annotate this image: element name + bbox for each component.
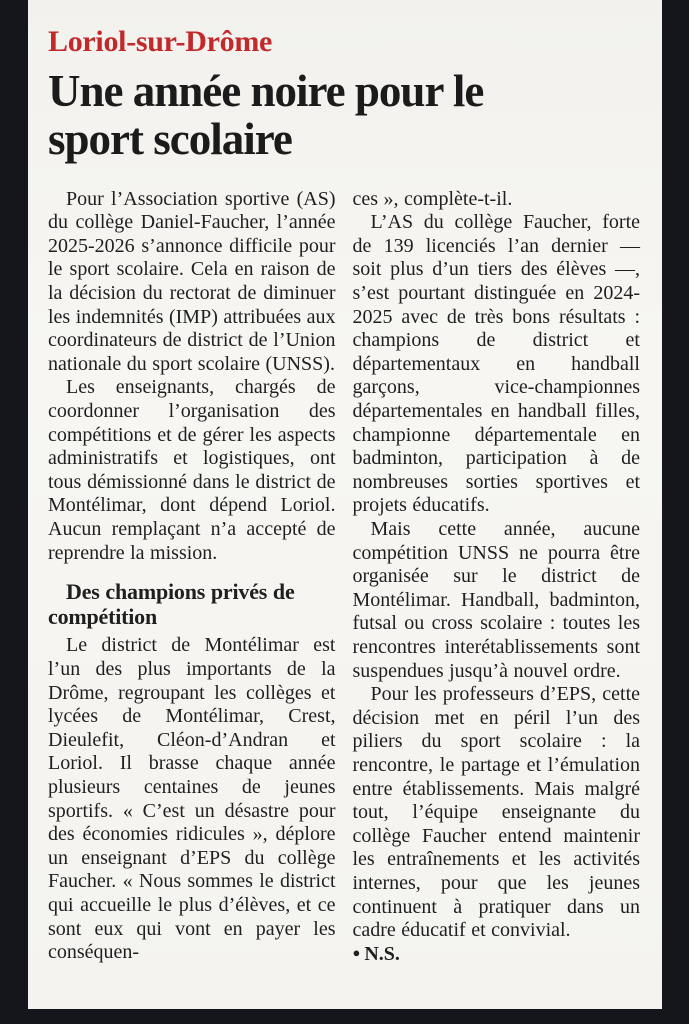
scan-margin-bottom [0, 1009, 689, 1024]
headline: Une année noire pour le sport scolaire [48, 65, 484, 165]
byline [353, 943, 641, 967]
article-columns [48, 188, 640, 967]
section-subhead: Des champions privés de compétition [48, 579, 295, 629]
paragraph: Pour l’Association sportive (AS) du collège Daniel-Faucher, l’année 2025-2026 s’annonce difficile pour le sport scolaire. Cela en raison de la décision du rectorat de diminuer les indemnités (IMP) attribuées aux coordinateurs de district de l’Union nationale du sport scolaire (UNSS). [48, 187, 336, 375]
paragraph: Pour les professeurs d’EPS, cette décision met en péril l’un des piliers du sport scolaire : la rencontre, le partage et l’émulation entre établissements. Mais malgré tout, l’équipe enseignante du collège Faucher entend maintenir les entraînements et les activités internes, pour que les jeunes continuent à pratiquer dans un cadre éducatif et convivial. [352, 683, 640, 942]
byline-bullet-icon: ● [352, 944, 361, 960]
paragraph: Mais cette année, aucune compétition UNSS ne pourra être organisée sur le district de Montélimar. Handball, badminton, futsal ou cross scolaire : toutes les rencontres interétablissements sont suspendues jusqu’à nouvel ordre. [352, 518, 640, 682]
paragraph: Le district de Montélimar est l’un des plus importants de la Drôme, regroupant les collèges et lycées de Montélimar, Crest, Dieulefit, Cléon-d’Andran et Loriol. Il brasse chaque année plusieurs centaines de jeunes sportifs. « C’est un désastre pour des économies ridicules », déplore un enseignant d’EPS du collège Faucher. « Nous sommes le district qui accueille le plus d’élèves, et ce sont eux qui vont en payer les conséquen- [48, 634, 336, 964]
paragraph: L’AS du collège Faucher, forte de 139 licenciés l’an dernier — soit plus d’un tiers des élèves —, s’est pourtant distinguée en 2024-2025 avec de très bons résultats : champions de district et départementaux en handball garçons, vice-championnes départementales en handball filles, championne départementale en badminton, participation à de nombreuses sorties sportives et projets éducatifs. [352, 211, 640, 517]
article [48, 26, 640, 966]
byline-initials: N.S. [364, 942, 400, 965]
column-left [48, 188, 336, 967]
column-right [353, 188, 641, 967]
kicker: Loriol-sur-Drôme [48, 25, 273, 58]
paragraph: Les enseignants, chargés de coordonner l’organisation des compétitions et de gérer les aspects administratifs et logistiques, ont tous démissionné dans le district de Montélimar, dont dépend Loriol. Aucun remplaçant n’a accepté de reprendre la mission. [48, 376, 336, 564]
scan-margin-left [0, 0, 28, 1024]
paragraph-continuation: ces », complète-t-il. [352, 187, 513, 210]
scan-margin-right [662, 0, 689, 1024]
